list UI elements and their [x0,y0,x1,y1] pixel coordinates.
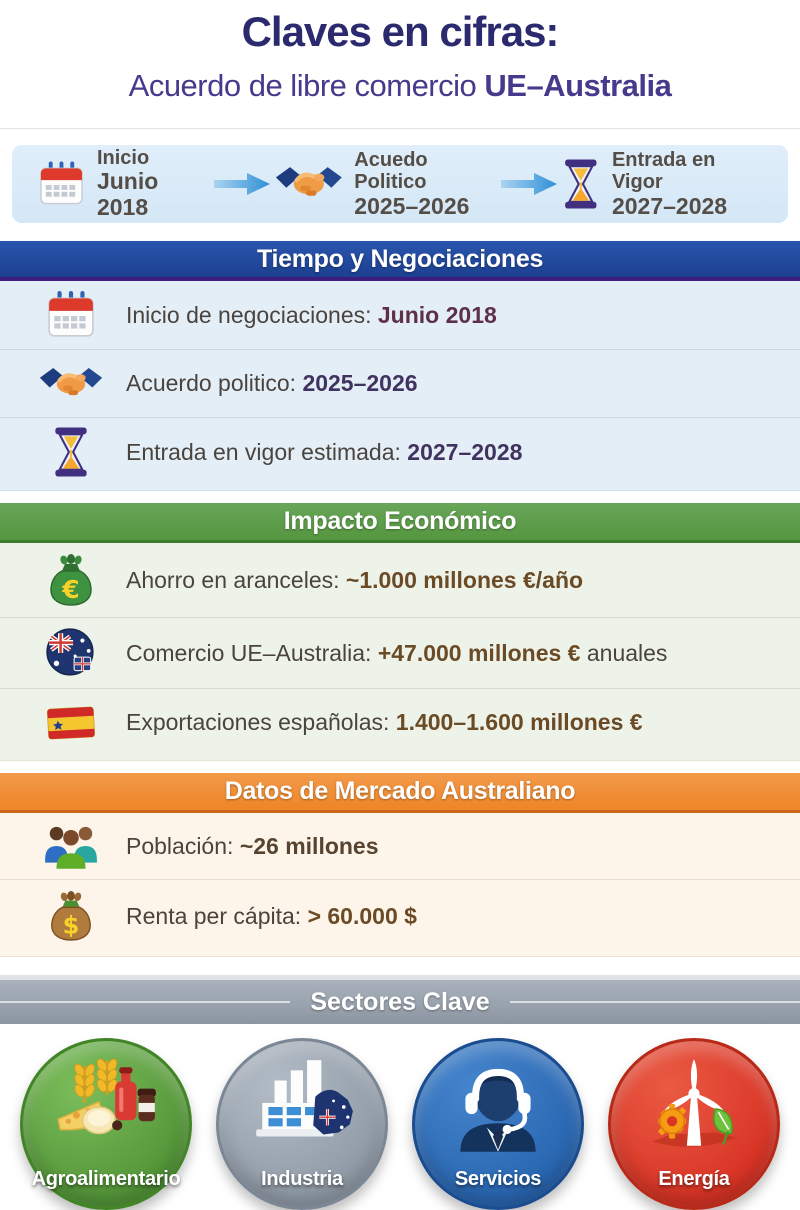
section-body-impacto [0,543,800,761]
timeline-item-acuerdo [275,149,497,220]
arrow-right-icon [500,171,558,197]
sector-servicios [412,1038,584,1210]
handshake-icon [39,363,103,405]
row-inicio-negociaciones: Inicio de negociaciones: Junio 2018 [0,281,800,349]
handshake-icon [275,161,343,207]
row-entrada-vigor: Entrada en vigor estimada: 2027–2028 [0,417,800,486]
title-block [0,0,800,104]
page-title: Claves en cifras: [241,8,559,55]
arrow-right-icon [213,171,271,197]
people-group-icon [42,822,100,870]
australia-flag-icon [44,627,98,679]
timeline-text: Acuedo Politico 2025–2026 [354,148,470,219]
timeline-item-inicio [38,147,209,221]
sector-circles [0,1038,800,1210]
timeline-banner [12,145,788,223]
decorative-line [510,1001,800,1003]
factory-icon [246,1055,358,1159]
money-bag-dollar-icon [47,889,95,943]
timeline-item-vigor [562,149,762,220]
subtitle-regular: Acuerdo de libre comercio [128,68,485,103]
section-header-tiempo: Tiempo y Negociaciones [0,241,800,281]
row-renta-per-capita: $ Renta per cápita: > 60.000 $ [0,879,800,952]
row-poblacion: Población: ~26 millones [0,813,800,879]
sectors-title: Sectores Clave [310,987,490,1016]
row-acuerdo-politico: Acuerdo politico: 2025–2026 [0,349,800,417]
wind-turbine-icon [638,1055,750,1159]
sector-label: Energía [658,1168,730,1190]
section-body-tiempo [0,281,800,491]
hourglass-icon [562,158,600,210]
divider [0,128,800,129]
section-body-mercado [0,813,800,957]
sectors-header [0,980,800,1024]
agrifood-icon [50,1055,162,1159]
headset-agent-icon [442,1055,554,1159]
hourglass-icon [52,427,90,477]
sector-label: Agroalimentario [31,1168,181,1190]
row-exportaciones-espanolas: Exportaciones españolas: 1.400–1.600 millones € [0,688,800,756]
decorative-line [0,1001,290,1003]
sector-industria [216,1038,388,1210]
sector-label: Servicios [454,1168,542,1190]
sector-energia [608,1038,780,1210]
svg-text:$: $ [62,911,80,940]
subtitle-bold: UE–Australia [484,68,672,103]
section-header-mercado: Datos de Mercado Australiano [0,773,800,813]
sector-agroalimentario [20,1038,192,1210]
svg-text:€: € [62,575,80,604]
row-comercio-ue-australia: Comercio UE–Australia: +47.000 millones € anuales [0,617,800,688]
section-header-impacto: Impacto Económico [0,503,800,543]
calendar-icon [38,159,85,209]
calendar-icon [46,290,96,340]
sector-label: Industria [261,1168,343,1190]
timeline-text: Inicio Junio 2018 [96,147,159,221]
timeline-text: Entrada en Vigor 2027–2028 [611,148,728,219]
row-ahorro-aranceles: € Ahorro en aranceles: ~1.000 millones €/año [0,543,800,617]
spain-flag-icon [44,702,98,744]
money-bag-euro-icon [46,552,96,608]
page-subtitle [0,68,800,104]
